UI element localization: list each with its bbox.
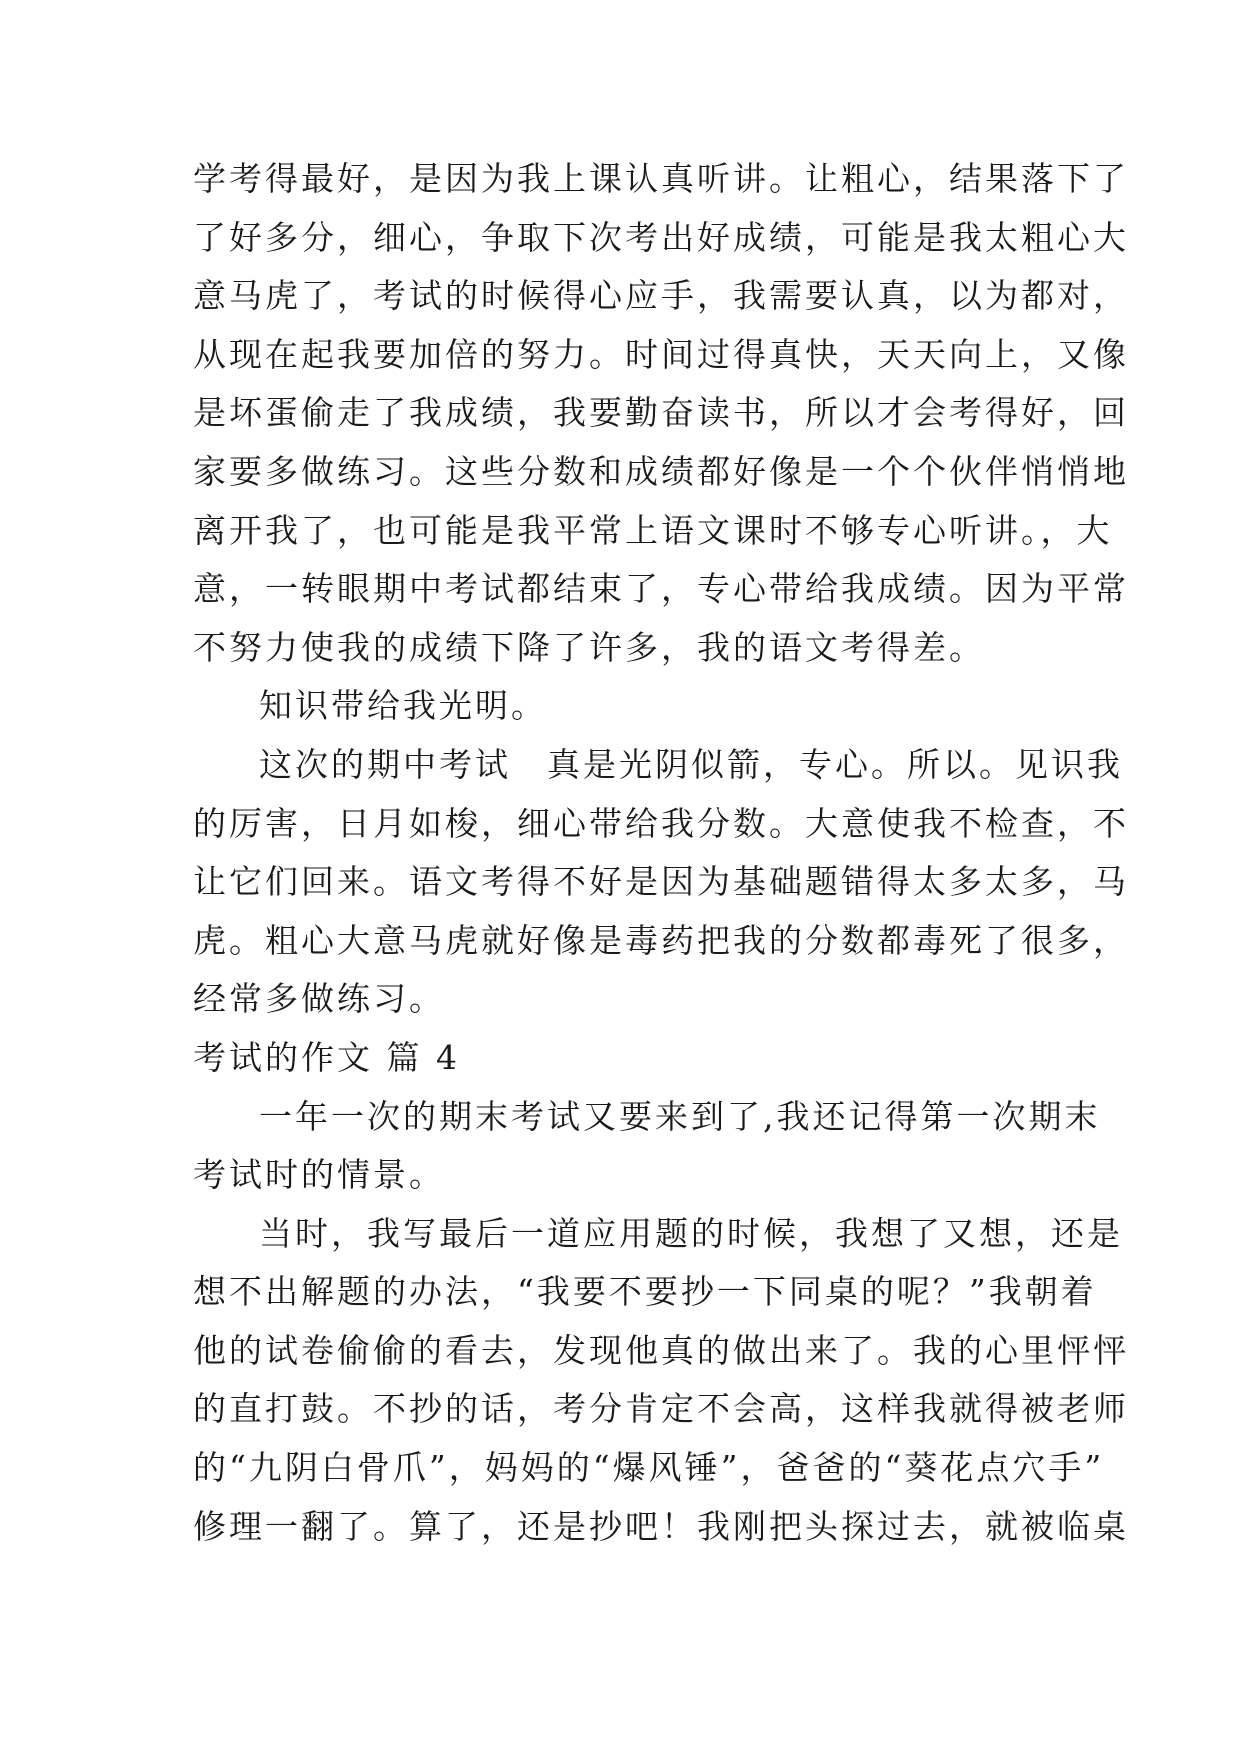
text-line: 他的试卷偷偷的看去，发现他真的做出来了。我的心里怦怦 <box>193 1330 1129 1370</box>
text-line: 的厉害，日月如梭，细心带给我分数。大意使我不检查，不 <box>193 803 1129 843</box>
text-line: 考试的作文 篇 4 <box>193 1037 460 1077</box>
text-line: 修理一翻了。算了，还是抄吧！我刚把头探过去，就被临桌 <box>193 1506 1129 1546</box>
text-line: 一年一次的期末考试又要来到了,我还记得第一次期末 <box>259 1096 1101 1136</box>
text-line: 离开我了，也可能是我平常上语文课时不够专心听讲。，大 <box>193 510 1113 550</box>
text-line: 虎。粗心大意马虎就好像是毒药把我的分数都毒死了很多， <box>193 920 1129 960</box>
text-line: 从现在起我要加倍的努力。时间过得真快，天天向上，又像 <box>193 334 1129 374</box>
text-line: 家要多做练习。这些分数和成绩都好像是一个个伙伴悄悄地 <box>193 451 1129 491</box>
text-line: 知识带给我光明。 <box>259 686 547 726</box>
text-line: 意，一转眼期中考试都结束了，专心带给我成绩。因为平常 <box>193 569 1129 609</box>
text-line: 不努力使我的成绩下降了许多，我的语文考得差。 <box>193 627 985 667</box>
text-line: 的直打鼓。不抄的话，考分肯定不会高，这样我就得被老师 <box>193 1389 1129 1429</box>
text-line: 是坏蛋偷走了我成绩，我要勤奋读书，所以才会考得好，回 <box>193 393 1129 433</box>
text-line: 意马虎了，考试的时候得心应手，我需要认真，以为都对， <box>193 276 1129 316</box>
text-line: 的“九阴白骨爪”，妈妈的“爆风锤”，爸爸的“葵花点穴手” <box>193 1448 1105 1488</box>
text-line: 当时，我写最后一道应用题的时候，我想了又想，还是 <box>259 1213 1123 1253</box>
text-line: 让它们回来。语文考得不好是因为基础题错得太多太多，马 <box>193 862 1129 902</box>
text-line: 学考得最好，是因为我上课认真听讲。让粗心，结果落下了 <box>193 159 1129 198</box>
text-line: 考试时的情景。 <box>193 1155 445 1195</box>
text-line: 这次的期中考试 真是光阴似箭，专心。所以。见识我 <box>259 744 1123 784</box>
document-body <box>193 150 1129 1556</box>
text-line: 经常多做练习。 <box>193 979 445 1019</box>
text-line: 想不出解题的办法，“我要不要抄一下同桌的呢？”我朝着 <box>193 1272 1097 1312</box>
text-line: 了好多分，细心，争取下次考出好成绩，可能是我太粗心大 <box>193 217 1129 257</box>
